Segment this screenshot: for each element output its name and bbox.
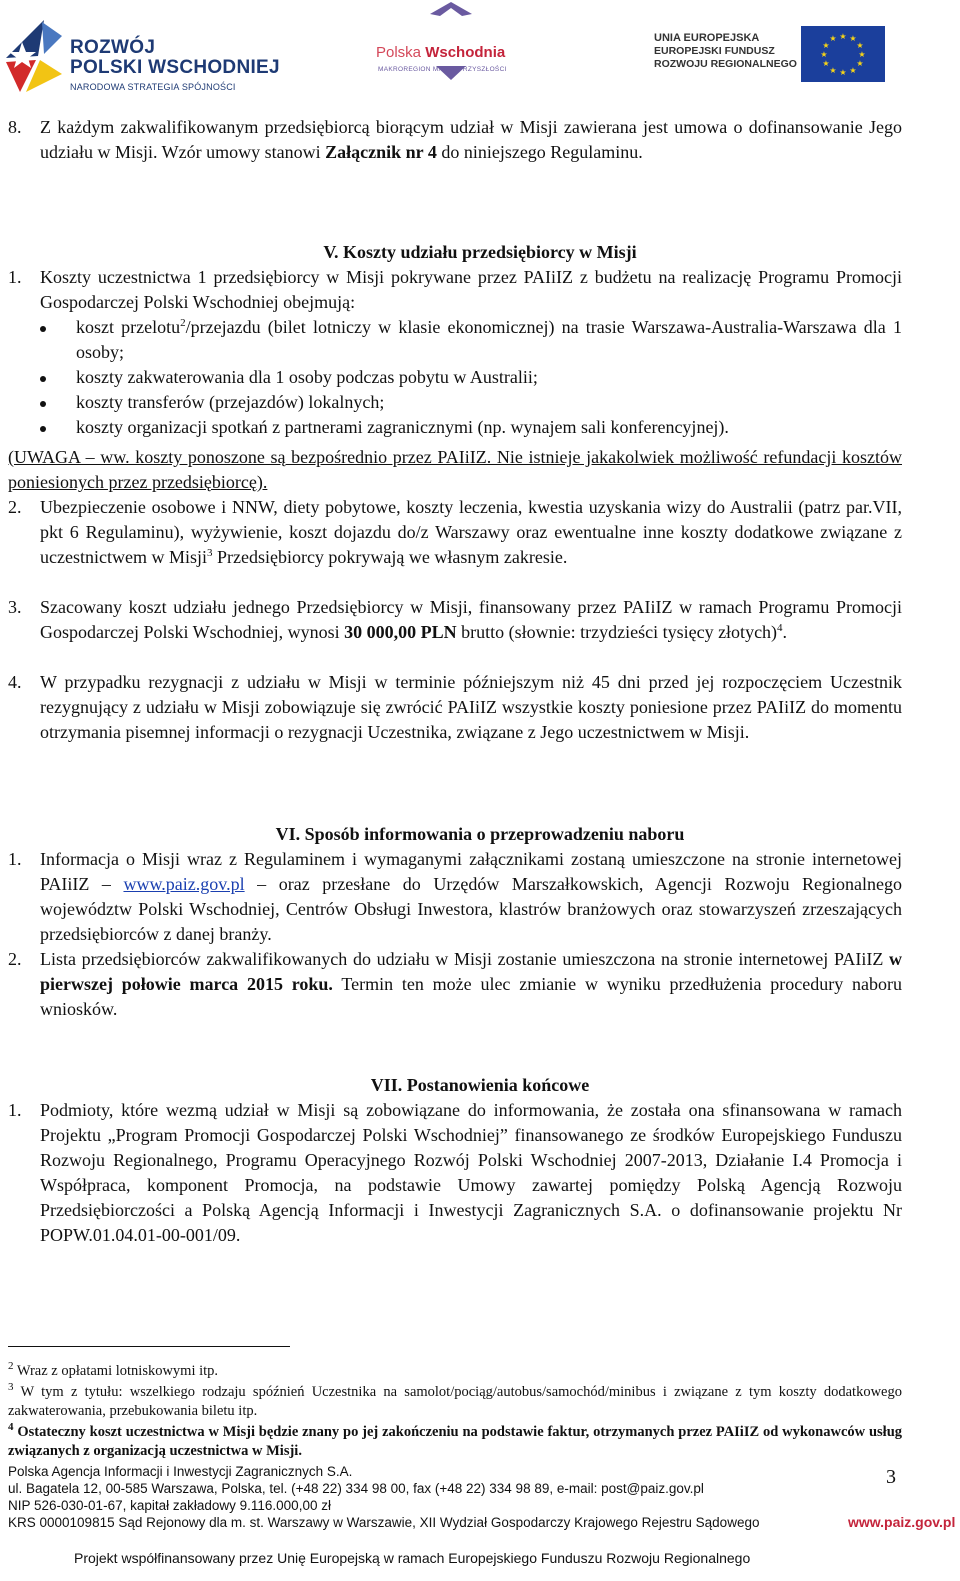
bullet-icon — [40, 401, 46, 407]
footnote: $^3$ W tym z tytułu: wszelkiego rodzaju spóźnień Uczestnika na samolot/pociąg/autobus/samochód/minibus i związane z tym koszty dodatkowego zakwaterowania, przebukowania biletu itp. — [8, 1381, 902, 1419]
cost-bullet-item: koszt przelotu$^2$/przejazdu (bilet lotniczy w klasie ekonomicznej) na trasie Warszawa-Australia-Warszawa dla 1 osoby; — [76, 317, 902, 362]
footer-address: ul. Bagatela 12, 00-585 Warszawa, Polska, tel. (+48 22) 334 98 00, fax (+48 22) 334 98 89, e-mail: post@paiz.gov.pl — [8, 1481, 704, 1496]
section-v-item-2: Ubezpieczenie osobowe i NNW, diety pobytowe, koszty leczenia, kwestia uzyskania wizy do Australii (patrz par.VII, pkt 6 Regulaminu), wyżywienie, koszt dojazdu do/z Warszawy oraz ewentualne inne koszty dodatkowe związane z uczestnictwem w Misji$^3$ Przedsiębiorcy pokrywają we własnym zakresie. — [40, 497, 902, 567]
polska-wschodnia-logo-text: Polska Wschodnia — [376, 44, 506, 61]
page-number: 3 — [886, 1466, 896, 1488]
cost-bullet-item: koszty transferów (przejazdów) lokalnych; — [76, 392, 385, 412]
paiz-website-link[interactable]: www.paiz.gov.pl — [123, 874, 245, 894]
item-number: 4. — [8, 672, 22, 692]
svg-text:★: ★ — [849, 66, 857, 75]
item-number: 2. — [8, 949, 22, 969]
rpw-logo-text: ROZWÓJ POLSKI WSCHODNIEJ — [70, 37, 280, 78]
eu-logo-text: UNIA EUROPEJSKA EUROPEJSKI FUNDUSZ ROZWOJU REGIONALNEGO — [654, 32, 797, 70]
cost-bullet-item: koszty zakwaterowania dla 1 osoby podczas pobytu w Australii; — [76, 367, 538, 387]
footer-website-link[interactable]: www.paiz.gov.pl — [848, 1514, 956, 1530]
svg-text:★: ★ — [858, 50, 866, 59]
cost-bullet-item: koszty organizacji spotkań z partnerami zagranicznymi (np. wynajem sali konferencyjnej). — [76, 417, 729, 437]
section-v-heading: V. Koszty udziału przedsiębiorcy w Misji — [323, 242, 637, 262]
svg-text:★: ★ — [829, 66, 837, 75]
bullet-icon — [40, 376, 46, 382]
footer-company-name: Polska Agencja Informacji i Inwestycji Zagranicznych S.A. — [8, 1464, 353, 1479]
section-v-item-3: Szacowany koszt udziału jednego Przedsiębiorcy w Misji, finansowany przez PAIiIZ w ramach Programu Promocji Gospodarczej Polski Wschodniej, wynosi 30 000,00 PLN brutto (słownie: trzydzieści tysięcy złotych)$^4$. — [40, 597, 902, 642]
polska-wschodnia-logo — [376, 22, 536, 102]
svg-text:★: ★ — [856, 59, 864, 68]
bullet-icon — [40, 326, 46, 332]
footnote-divider — [8, 1346, 290, 1347]
svg-text:★: ★ — [856, 41, 864, 50]
item-number: 1. — [8, 1100, 22, 1120]
page-header — [0, 0, 960, 105]
rpw-logo-subtitle: NARODOWA STRATEGIA SPÓJNOŚCI — [70, 82, 236, 92]
unia-europejska-logo — [654, 26, 894, 86]
item-number: 1. — [8, 849, 22, 869]
item-number: 2. — [8, 497, 22, 517]
section-vi-item-1: Informacja o Misji wraz z Regulaminem i wymaganymi załącznikami zostaną umieszczone na stronie internetowej PAIiIZ – www.paiz.gov.pl – oraz przesłane do Urzędów Marszałkowskich, Agencji Rozwoju Regionalnego województw Polski Wschodniej, Centrów Obsługi Inwestora, klastrów branżowych oraz stowarzyszeń zrzeszających przedsiębiorców z danej branży. — [40, 849, 902, 944]
section-vii-heading: VII. Postanowienia końcowe — [370, 1075, 590, 1095]
footer-registry: KRS 0000109815 Sąd Rejonowy dla m. st. Warszawy w Warszawie, XII Wydział Gospodarczy Krajowego Rejestru Sądowego — [8, 1515, 760, 1530]
section-v-item-1: Koszty uczestnictwa 1 przedsiębiorcy w Misji pokrywane przez PAIiIZ z budżetu na realizację Programu Promocji Gospodarczej Polski Wschodniej obejmują: — [40, 267, 902, 312]
section-vii-item-1: Podmioty, które wezmą udział w Misji są zobowiązane do informowania, że została ona sfinansowana w ramach Projektu „Program Promocji Gospodarczej Polski Wschodniej” finansowanego ze środków Europejskiego Funduszu Rozwoju Regionalnego, Programu Operacyjnego Rozwój Polski Wschodniej 2007-2013, Działanie I.4 Promocja i Współpraca, komponent Promocja, na podstawie Umowy zawartej pomiędzy Polską Agencją Rozwoju Przedsiębiorczości a Polską Agencją Informacji i Inwestycji Zagranicznych S.A. o dofinansowanie projektu Nr POPW.01.04.01-00-001/09. — [40, 1100, 902, 1245]
polska-wschodnia-logo-subtitle: MAKROREGION MAKROPRZYSZŁOŚCI — [378, 66, 507, 73]
svg-text:★: ★ — [839, 68, 847, 77]
eu-flag-icon — [801, 26, 885, 82]
item-number: 3. — [8, 597, 22, 617]
footnote: $^4$ Ostateczny koszt uczestnictwa w Misji będzie znany po jej zakończeniu na podstawie faktur, otrzymanych przez PAIiIZ od wykonawców usług związanych z organizacją uczestnictwa w Misji. — [8, 1421, 903, 1459]
bullet-icon — [40, 426, 46, 432]
item-number: 1. — [8, 267, 22, 287]
svg-text:★: ★ — [839, 32, 847, 41]
project-funding-note: Projekt współfinansowany przez Unię Europejską w ramach Europejskiego Funduszu Rozwoju Regionalnego — [74, 1550, 751, 1566]
footer-tax-id: NIP 526-030-01-67, kapitał zakładowy 9.116.000,00 zł — [8, 1498, 331, 1513]
svg-text:★: ★ — [822, 59, 830, 68]
footnote: $^2$ Wraz z opłatami lotniskowymi itp. — [8, 1360, 219, 1379]
cost-note: (UWAGA – ww. koszty ponoszone są bezpośrednio przez PAIiIZ. Nie istnieje jakakolwiek możliwość refundacji kosztów poniesionych przez przedsiębiorcę). — [8, 447, 902, 492]
item-8-text: Z każdym zakwalifikowanym przedsiębiorcą biorącym udział w Misji zawierana jest umowa o dofinansowanie Jego udziału w Misji. Wzór umowy stanowi Załącznik nr 4 do niniejszego Regulaminu. — [40, 117, 902, 162]
item-number: 8. — [8, 117, 22, 137]
rozwoj-polski-wschodniej-logo — [4, 16, 304, 96]
svg-text:★: ★ — [849, 34, 857, 43]
svg-text:★: ★ — [822, 41, 830, 50]
section-vi-item-2: Lista przedsiębiorców zakwalifikowanych do udziału w Misji zostanie umieszczona na stronie internetowej PAIiIZ w pierwszej połowie marca 2015 roku. Termin ten może ulec zmianie w wyniku przedłużenia procedury naboru wniosków. — [40, 949, 902, 1019]
section-v-item-4: W przypadku rezygnacji z udziału w Misji w terminie późniejszym niż 45 dni przed jej rozpoczęciem Uczestnik rezygnujący z udziału w Misji zobowiązuje się zwrócić PAIiIZ wszystkie koszty poniesione przez PAIiIZ do momentu otrzymania pisemnej informacji o rezygnacji Uczestnika, związane z Jego uczestnictwem w Misji. — [40, 672, 902, 742]
section-vi-heading: VI. Sposób informowania o przeprowadzeniu naboru — [275, 824, 685, 844]
svg-text:★: ★ — [829, 34, 837, 43]
svg-text:★: ★ — [820, 50, 828, 59]
rpw-emblem-icon — [4, 18, 66, 96]
